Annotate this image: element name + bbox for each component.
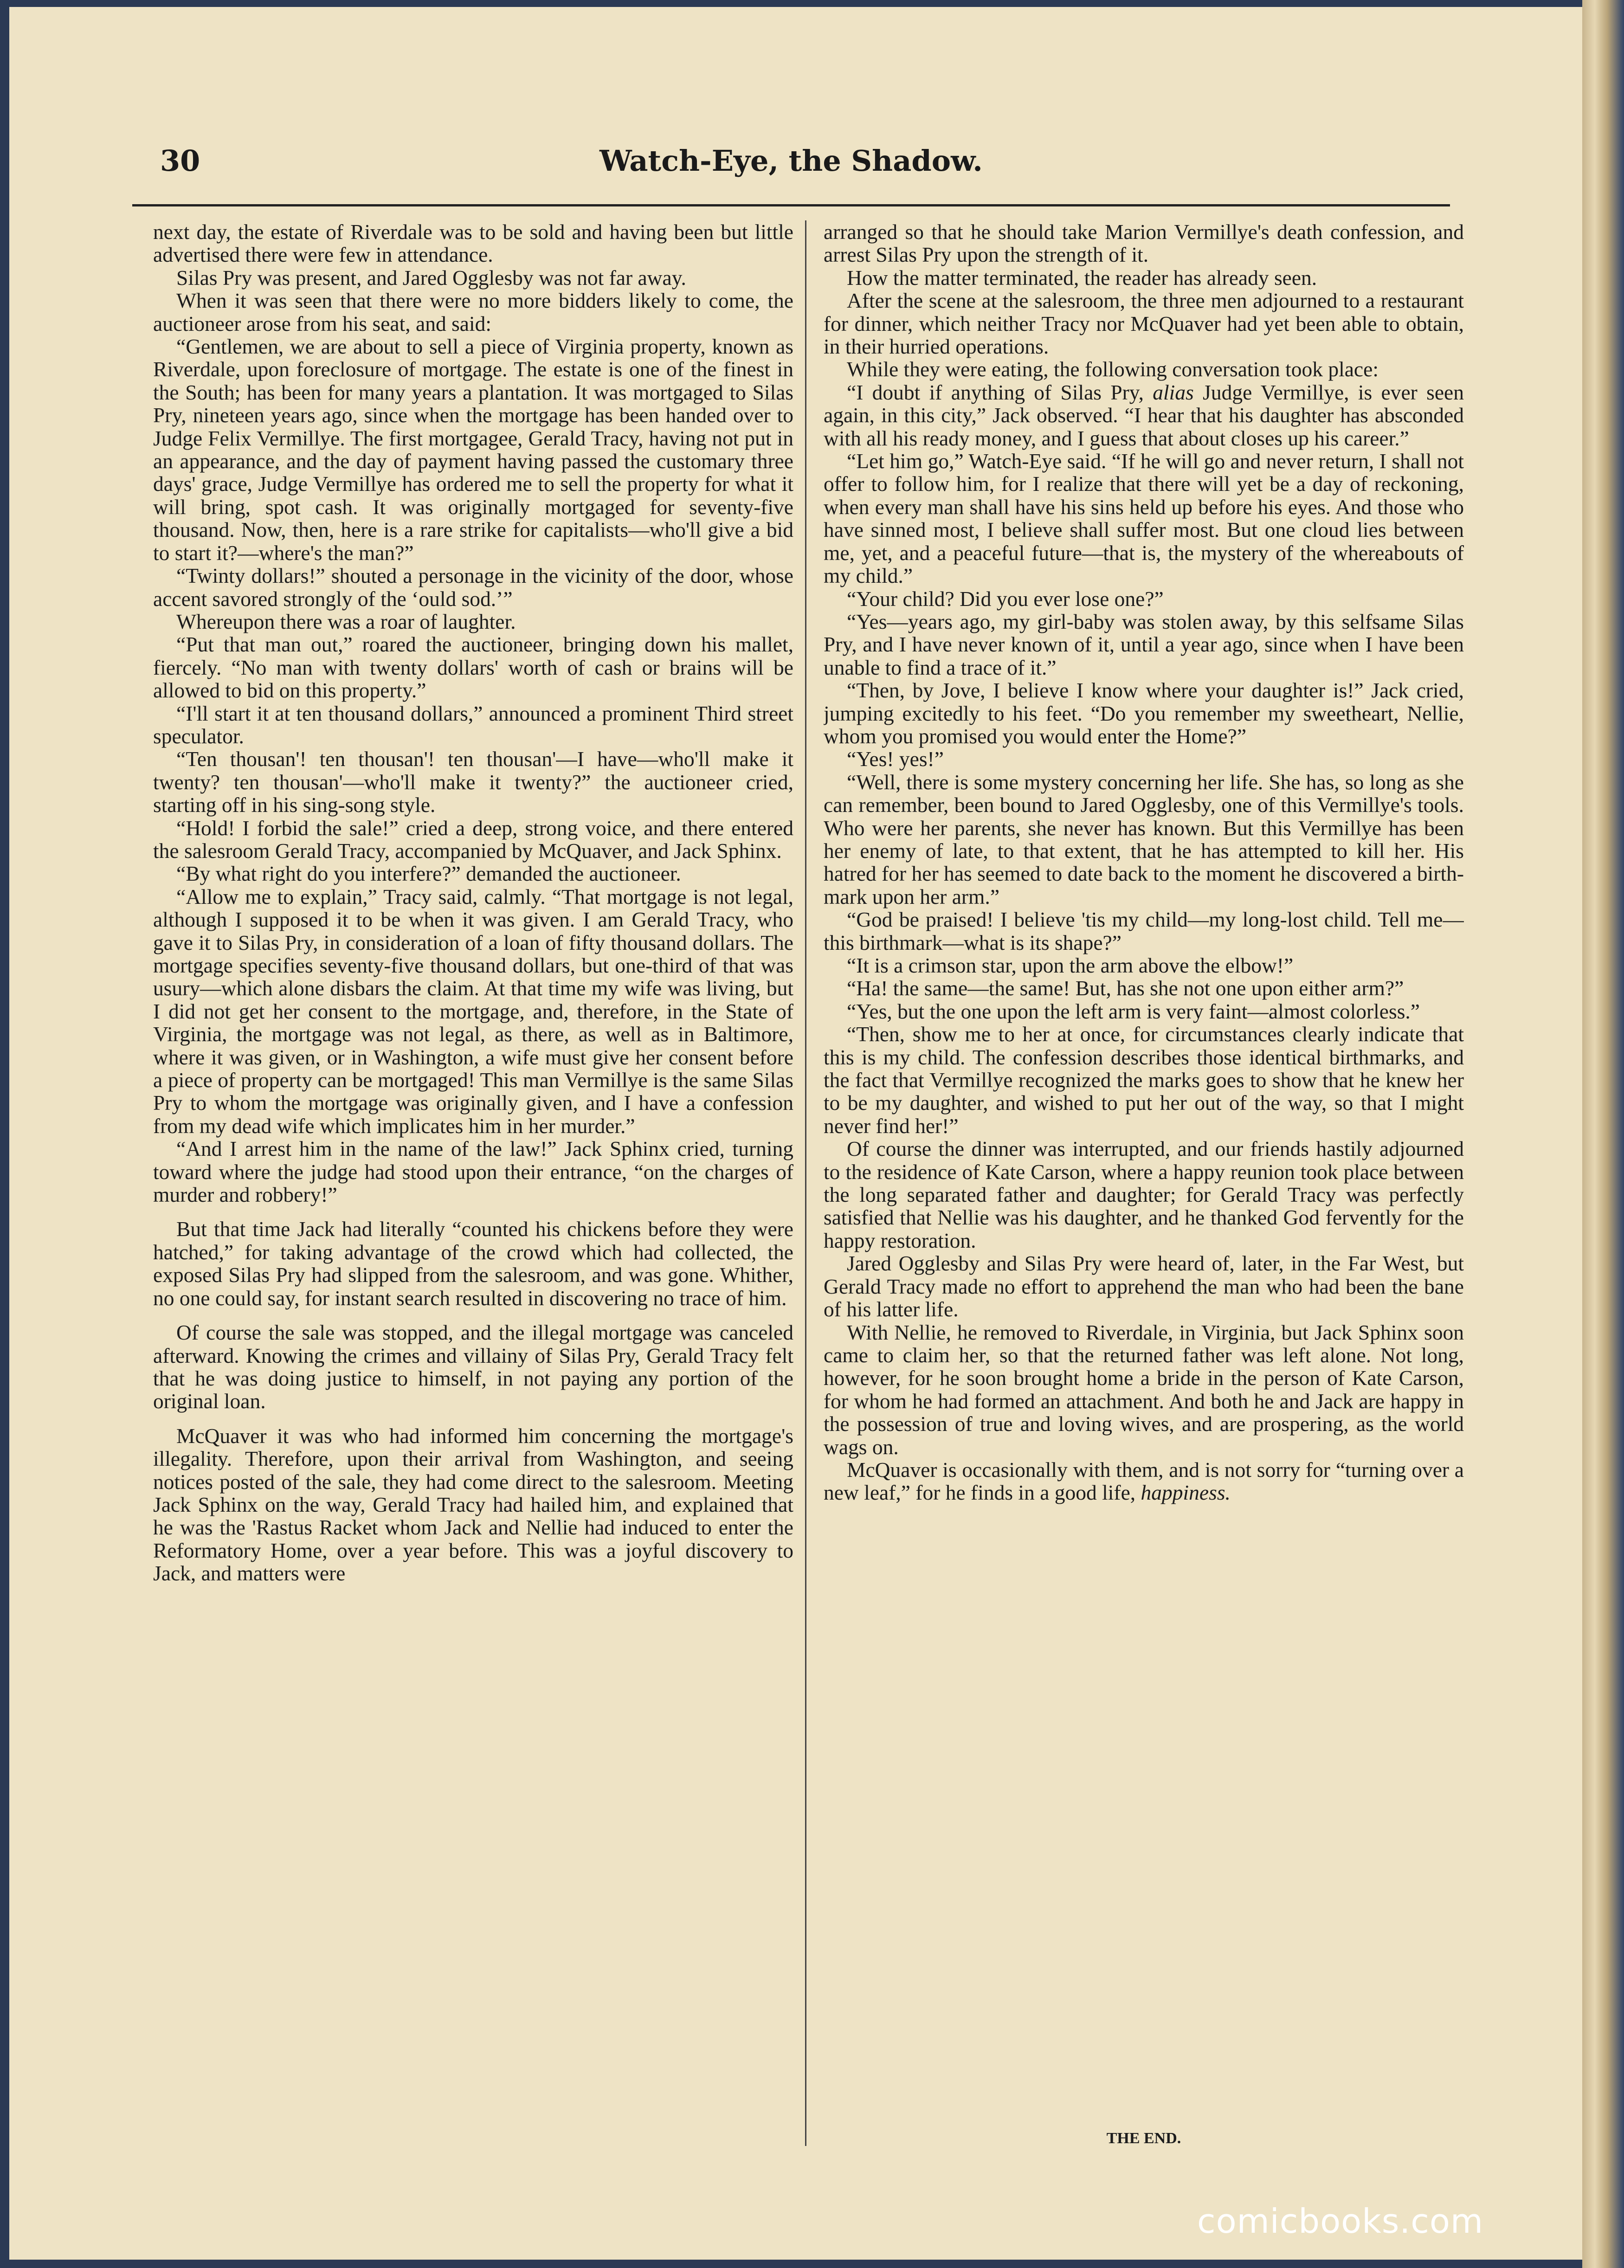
paragraph: “By what right do you interfere?” demanded the auctioneer. (176, 862, 681, 886)
text-run: “I doubt if anything of Silas Pry, (847, 380, 1153, 404)
end-mark: THE END. (1106, 2130, 1181, 2147)
paragraph: After the scene at the salesroom, the three men adjourned to a restaurant for dinner, which neither Tracy nor McQuaver had yet been able to obtain, in their hurried operations. (824, 289, 1464, 359)
paragraph: “And I arrest him in the name of the law!” Jack Sphinx cried, turning toward where the judge had stood upon their entrance, “on the charges of murder and robbery!” (153, 1137, 793, 1207)
paragraph: McQuaver it was who had informed him concerning the mortgage's illegality. Therefore, upon their arrival from Washington, and seeing notices posted of the sale, they had come direct to the salesroom. Meeting Jack Sphinx on the way, Gerald Tracy had hailed him, and explained that he was the 'Rastus Racket whom Jack and Nellie had induced to enter the Reformatory Home, over a year before. This was a joyful discovery to Jack, and matters were (153, 1424, 793, 1585)
paragraph: “Then, show me to her at once, for circumstances clearly indicate that this is my child. The confession describes those identical birthmarks, and the fact that Vermillye recognized the marks goes to show that he knew her to be my daughter, and wished to put her out of the way, so that I might never find her!” (824, 1022, 1464, 1138)
paragraph: “Yes! yes!” (847, 747, 944, 771)
paragraph: “I'll start it at ten thousand dollars,” announced a prominent Third street speculator. (153, 701, 793, 748)
column-divider (805, 220, 806, 2146)
paragraph: “Then, by Jove, I believe I know where your daughter is!” Jack cried, jumping excitedly to his feet. “Do you remember my sweetheart, Nellie, whom you promised you would enter the Home?” (824, 678, 1464, 748)
paragraph: “Ten thousan'! ten thousan'! ten thousan'—I have—who'll make it twenty? ten thousan'—who'll make it twenty?” the auctioneer cried, starting off in his sing-song style. (153, 747, 793, 817)
paragraph: “Gentlemen, we are about to sell a piece of Virginia property, known as Riverdale, upon foreclosure of mortgage. The estate is one of the finest in the South; has been for many years a plantation. It was mortgaged to Silas Pry, nineteen years ago, since when the mortgage has been handed over to Judge Felix Vermillye. The first mortgagee, Gerald Tracy, having not put in an appearance, and the day of payment having passed the customary three days' grace, Judge Vermillye has ordered me to sell the property for what it will bring, spot cash. It was originally mortgaged for seventy-five thousand. Now, then, here is a rare strike for capitalists—who'll give a bid to start it?—where's the man?” (153, 335, 793, 565)
final-paragraph (824, 1458, 1464, 1504)
italic-word: alias (1153, 380, 1194, 404)
paragraph: Of course the dinner was interrupted, and our friends hastily adjourned to the residence of Kate Carson, where a happy reunion took place between the long separated father and daughter; for Gerald Tracy was perfectly satisfied that Nellie was his daughter, and he thanked God fervently for the happy restoration. (824, 1137, 1464, 1252)
paragraph: With Nellie, he removed to Riverdale, in Virginia, but Jack Sphinx soon came to claim her, so that the returned father was left alone. Not long, however, for he soon brought home a bride in the person of Kate Carson, for whom he had formed an attachment. And both he and Jack are happy in the possession of true and loving wives, and are prospering, as the world wags on. (824, 1320, 1464, 1459)
left-column (153, 220, 793, 2146)
paragraph: When it was seen that there were no more bidders likely to come, the auctioneer arose from his seat, and said: (153, 289, 793, 335)
paragraph: “Yes, but the one upon the left arm is very faint—almost colorless.” (847, 999, 1420, 1023)
paragraph: Of course the sale was stopped, and the illegal mortgage was canceled afterward. Knowing the crimes and villainy of Silas Pry, Gerald Tracy felt that he was doing justice to himself, in not paying any portion of the original loan. (153, 1321, 793, 1413)
watermark: comicbooks.com (1197, 2202, 1484, 2241)
paragraph: While they were eating, the following conversation took place: (847, 357, 1379, 381)
paragraph: But that time Jack had literally “counted his chickens before they were hatched,” for taking advantage of the crowd which had collected, the exposed Silas Pry had slipped from the salesroom, and was gone. Whither, no one could say, for instant search resulted in discovering no trace of him. (153, 1217, 793, 1310)
paragraph: arranged so that he should take Marion Vermillye's death confession, and arrest Silas Pry upon the strength of it. (824, 220, 1464, 267)
italic-word: happiness. (1141, 1481, 1231, 1505)
header-rule (132, 204, 1450, 206)
paragraph: “Ha! the same—the same! But, has she not one upon either arm?” (847, 976, 1404, 1000)
paragraph: “Allow me to explain,” Tracy said, calmly. “That mortgage is not legal, although I supposed it to be when it was given. I am Gerald Tracy, who gave it to Silas Pry, in consideration of a loan of fifty thousand dollars. The mortgage specifies seventy-five thousand dollars, but one-third of that was usury—which alone disbars the claim. At that time my wife was living, but I did not get her consent to the mortgage, and, therefore, in the State of Virginia, the mortgage was not legal, as there, as well as in Baltimore, where it was given, or in Washington, a wife must give her consent before a piece of property can be mortgaged! This man Vermillye is the same Silas Pry to whom the mortgage was originally given, and I have a confession from my dead wife which implicates him in her murder.” (153, 884, 793, 1138)
page-number: 30 (160, 144, 200, 178)
paragraph: “Yes—years ago, my girl-baby was stolen away, by this selfsame Silas Pry, and I have never known of it, until a year ago, since when I have been unable to find a trace of it.” (824, 609, 1464, 679)
book-spine (1582, 0, 1624, 2268)
paragraph: Whereupon there was a roar of laughter. (176, 609, 516, 633)
paragraph: “Your child? Did you ever lose one?” (847, 586, 1164, 611)
text-run: McQuaver is occasionally with them, and is not sorry for “turning over a new leaf,” for he finds in a good life, (824, 1457, 1464, 1505)
paragraph: next day, the estate of Riverdale was to be sold and having been but little advertised there were few in attendance. (153, 220, 793, 267)
paragraph: “Hold! I forbid the sale!” cried a deep, strong voice, and there entered the salesroom Gerald Tracy, accompanied by McQuaver, and Jack Sphinx. (153, 816, 793, 863)
paragraph: “God be praised! I believe 'tis my child—my long-lost child. Tell me—this birthmark—what is its shape?” (824, 908, 1464, 954)
text-run: Judge Vermillye, is ever seen again, in this city,” Jack observed. “I hear that his daughter has absconded with all his ready money, and I guess that about closes up his career.” (824, 380, 1464, 450)
paragraph: “Put that man out,” roared the auctioneer, bringing down his mallet, fiercely. “No man with twenty dollars' worth of cash or brains will be allowed to bid on this property.” (153, 632, 793, 702)
paragraph: Silas Pry was present, and Jared Ogglesby was not far away. (176, 265, 686, 290)
paragraph: “Twinty dollars!” shouted a personage in the vicinity of the door, whose accent savored strongly of the ‘ould sod.’” (153, 564, 793, 611)
paragraph: How the matter terminated, the reader has already seen. (847, 265, 1317, 290)
paragraph: “Let him go,” Watch-Eye said. “If he will go and never return, I shall not offer to follow him, for I realize that there will yet be a day of reckoning, when every man shall have his sins held up before his eyes. And those who have sinned most, I believe shall suffer most. But one cloud lies between me, yet, and a peaceful future—that is, the mystery of the whereabouts of my child.” (824, 449, 1464, 588)
paragraph: “It is a crimson star, upon the arm above the elbow!” (847, 954, 1294, 977)
paragraph: Jared Ogglesby and Silas Pry were heard of, later, in the Far West, but Gerald Tracy made no effort to apprehend the man who had been the bane of his latter life. (824, 1251, 1464, 1321)
paragraph-with-alias (824, 381, 1464, 450)
right-column (824, 220, 1464, 2146)
paragraph: “Well, there is some mystery concerning her life. She has, so long as she can remember, been bound to Jared Ogglesby, one of this Vermillye's tools. Who were her parents, she never has known. But this Vermillye has been her enemy of late, to that extent, that he has attempted to kill her. His hatred for her has seemed to date back to the moment he discovered a birth-mark upon her arm.” (824, 770, 1464, 908)
page-header (132, 139, 1450, 195)
running-title: Watch-Eye, the Shadow. (599, 144, 983, 178)
